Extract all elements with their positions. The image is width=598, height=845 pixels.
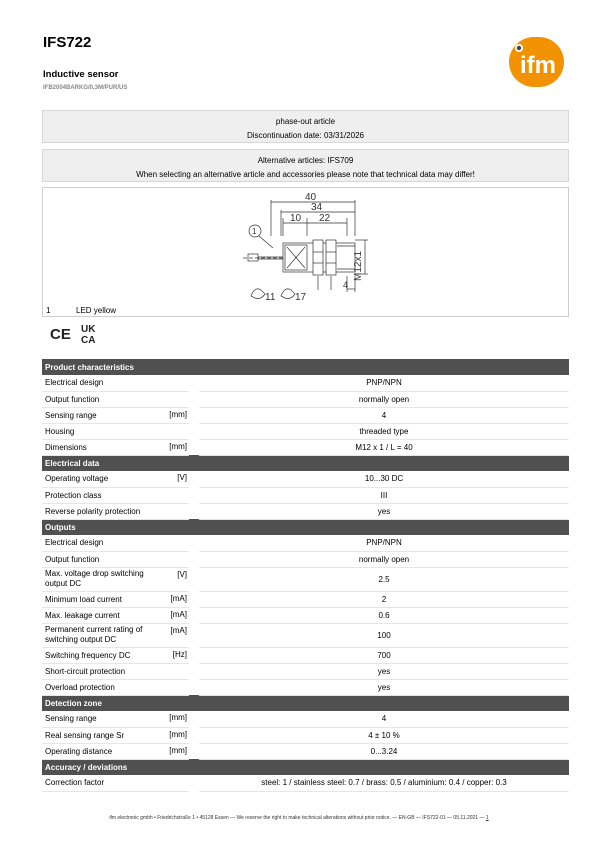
- section-title: Detection zone: [42, 695, 569, 711]
- spec-gap: [189, 535, 199, 551]
- section-header: [42, 455, 569, 471]
- spec-row: [42, 423, 569, 439]
- section-title: Outputs: [42, 519, 569, 535]
- spec-value: 0.6: [199, 607, 569, 623]
- section-header: [42, 519, 569, 535]
- alternatives-text: Alternative articles: IFS709: [257, 156, 354, 165]
- wrench-11: 11: [265, 292, 276, 303]
- section-header: [42, 695, 569, 711]
- spec-value: 2: [199, 591, 569, 607]
- spec-unit: [162, 535, 189, 551]
- spec-unit: [mm]: [162, 439, 189, 455]
- spec-row: [42, 567, 569, 591]
- spec-row: [42, 663, 569, 679]
- spec-value: M12 x 1 / L = 40: [199, 439, 569, 455]
- spec-row: [42, 503, 569, 519]
- spec-row: [42, 407, 569, 423]
- spec-row: [42, 775, 569, 791]
- spec-gap: [189, 775, 199, 791]
- spec-label: Dimensions: [42, 439, 162, 455]
- spec-row: [42, 647, 569, 663]
- spec-unit: [162, 375, 189, 391]
- spec-label: Reverse polarity protection: [42, 503, 162, 519]
- legend-text: LED yellow: [76, 306, 117, 315]
- legend-number: 1: [46, 306, 51, 315]
- spec-label: Electrical design: [42, 535, 162, 551]
- spec-label: Sensing range: [42, 711, 162, 727]
- spec-row: [42, 711, 569, 727]
- spec-value: 10...30 DC: [199, 471, 569, 487]
- spec-gap: [189, 391, 199, 407]
- wrench-17: 17: [295, 292, 307, 303]
- spec-unit: [mm]: [162, 743, 189, 759]
- spec-label: Max. leakage current: [42, 607, 162, 623]
- discontinuation-date: Discontinuation date: 03/31/2026: [247, 131, 364, 140]
- spec-gap: [189, 471, 199, 487]
- spec-value: 0...3.24: [199, 743, 569, 759]
- dim-40: 40: [305, 192, 317, 203]
- dimension-drawing: [42, 187, 569, 317]
- spec-unit: [162, 775, 189, 791]
- spec-value: yes: [199, 503, 569, 519]
- spec-unit: [mA]: [162, 591, 189, 607]
- spec-unit: [162, 503, 189, 519]
- spec-table: [42, 359, 569, 792]
- spec-gap: [189, 591, 199, 607]
- spec-row: [42, 375, 569, 391]
- spec-row: [42, 727, 569, 743]
- ce-mark: CE: [50, 326, 71, 343]
- spec-label: Housing: [42, 423, 162, 439]
- spec-unit: [V]: [162, 567, 189, 591]
- spec-label: Sensing range: [42, 407, 162, 423]
- spec-label: Switching frequency DC: [42, 647, 162, 663]
- spec-gap: [189, 439, 199, 455]
- spec-value: PNP/NPN: [199, 535, 569, 551]
- spec-label: Short-circuit protection: [42, 663, 162, 679]
- spec-value: 4: [199, 407, 569, 423]
- spec-gap: [189, 407, 199, 423]
- spec-gap: [189, 551, 199, 567]
- spec-value: III: [199, 487, 569, 503]
- alternatives-notice: [42, 149, 569, 182]
- spec-unit: [mm]: [162, 407, 189, 423]
- spec-gap: [189, 743, 199, 759]
- spec-row: [42, 551, 569, 567]
- dim-10: 10: [290, 213, 302, 224]
- spec-label: Permanent current rating of switching output DC: [42, 623, 162, 647]
- spec-value: 2.5: [199, 567, 569, 591]
- dim-m12: M12x1: [353, 250, 364, 281]
- spec-label: Max. voltage drop switching output DC: [42, 567, 162, 591]
- alternatives-warning: When selecting an alternative article and accessories please note that technical data may differ!: [136, 170, 475, 179]
- spec-gap: [189, 663, 199, 679]
- spec-unit: [mA]: [162, 607, 189, 623]
- product-title: IFS722: [43, 34, 92, 51]
- spec-gap: [189, 647, 199, 663]
- spec-row: [42, 487, 569, 503]
- spec-unit: [162, 487, 189, 503]
- drawing-legend: [46, 306, 116, 315]
- page-number[interactable]: 1: [485, 815, 489, 821]
- spec-gap: [189, 727, 199, 743]
- article-code: IFB2004BARKG/0,3M/PUR/US: [43, 85, 128, 91]
- spec-label: Protection class: [42, 487, 162, 503]
- spec-gap: [189, 423, 199, 439]
- spec-value: 700: [199, 647, 569, 663]
- section-title: Product characteristics: [42, 359, 569, 375]
- page-footer: [0, 815, 598, 821]
- spec-gap: [189, 711, 199, 727]
- spec-value: 4 ± 10 %: [199, 727, 569, 743]
- spec-label: Electrical design: [42, 375, 162, 391]
- section-header: [42, 759, 569, 775]
- spec-unit: [162, 551, 189, 567]
- spec-value: PNP/NPN: [199, 375, 569, 391]
- spec-unit: [162, 423, 189, 439]
- spec-label: Real sensing range Sr: [42, 727, 162, 743]
- spec-row: [42, 391, 569, 407]
- ukca-mark-top: UK: [81, 324, 96, 335]
- certification-marks: [50, 322, 105, 346]
- section-header: [42, 359, 569, 375]
- spec-row: [42, 607, 569, 623]
- spec-gap: [189, 679, 199, 695]
- spec-gap: [189, 607, 199, 623]
- phaseout-notice: [42, 110, 569, 143]
- spec-gap: [189, 487, 199, 503]
- spec-value: normally open: [199, 391, 569, 407]
- spec-value: 4: [199, 711, 569, 727]
- spec-unit: [mm]: [162, 727, 189, 743]
- spec-label: Operating distance: [42, 743, 162, 759]
- spec-value: normally open: [199, 551, 569, 567]
- spec-label: Correction factor: [42, 775, 162, 791]
- callout-1: 1: [252, 227, 257, 236]
- spec-gap: [189, 375, 199, 391]
- spec-row: [42, 679, 569, 695]
- spec-label: Operating voltage: [42, 471, 162, 487]
- spec-value: 100: [199, 623, 569, 647]
- phaseout-text: phase-out article: [275, 117, 336, 126]
- sensor-drawing: [43, 188, 570, 306]
- spec-label: Minimum load current: [42, 591, 162, 607]
- spec-row: [42, 535, 569, 551]
- spec-label: Output function: [42, 391, 162, 407]
- spec-unit: [mA]: [162, 623, 189, 647]
- footer-text: ifm electronic gmbh • Friedrichstraße 1 • 45128 Essen — We reserve the right to make technical alterations without prior notice. — EN-GB — IFS722-01 — 05.11.2021 —: [109, 815, 485, 821]
- spec-gap: [189, 503, 199, 519]
- logo-text: ifm: [520, 52, 556, 79]
- spec-value: threaded type: [199, 423, 569, 439]
- ukca-mark-bottom: CA: [81, 335, 96, 346]
- spec-row: [42, 743, 569, 759]
- section-title: Electrical data: [42, 455, 569, 471]
- spec-row: [42, 439, 569, 455]
- ifm-logo: [509, 37, 564, 87]
- spec-label: Output function: [42, 551, 162, 567]
- dim-4: 4: [343, 280, 349, 290]
- spec-unit: [V]: [162, 471, 189, 487]
- spec-row: [42, 623, 569, 647]
- spec-row: [42, 471, 569, 487]
- spec-gap: [189, 623, 199, 647]
- spec-label: Overload protection: [42, 679, 162, 695]
- spec-unit: [162, 663, 189, 679]
- dim-22: 22: [319, 213, 331, 224]
- spec-value: yes: [199, 679, 569, 695]
- spec-value: steel: 1 / stainless steel: 0.7 / brass: 0.5 / aluminium: 0.4 / copper: 0.3: [199, 775, 569, 791]
- spec-unit: [162, 679, 189, 695]
- spec-gap: [189, 567, 199, 591]
- spec-row: [42, 591, 569, 607]
- section-title: Accuracy / deviations: [42, 759, 569, 775]
- spec-unit: [Hz]: [162, 647, 189, 663]
- spec-unit: [162, 391, 189, 407]
- dim-34: 34: [311, 202, 323, 213]
- spec-unit: [mm]: [162, 711, 189, 727]
- product-subtitle: Inductive sensor: [43, 69, 119, 80]
- spec-value: yes: [199, 663, 569, 679]
